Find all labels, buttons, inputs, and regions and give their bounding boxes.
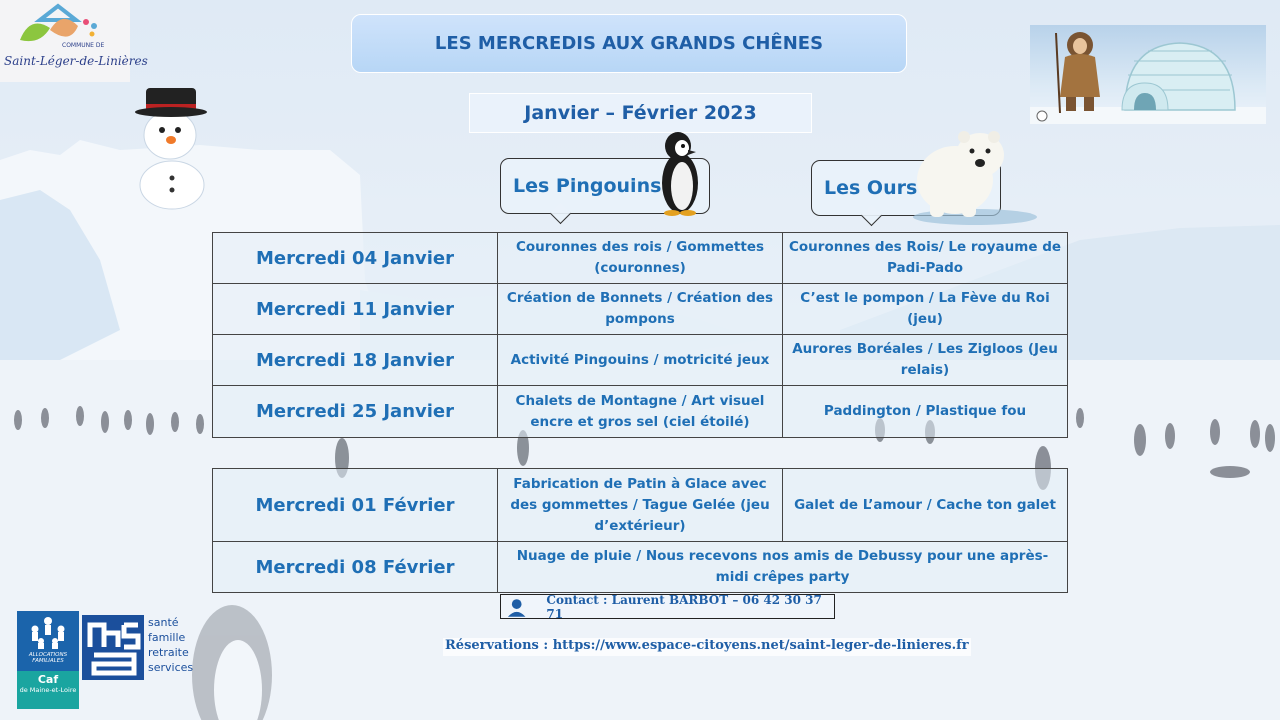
schedule-table-february	[212, 468, 1068, 593]
activity-ours-cell: Couronnes des Rois/ Le royaume de Padi-Pado	[783, 233, 1068, 284]
caf-tagline: ALLOCATIONS FAMILIALES	[28, 652, 68, 664]
msa-logo	[82, 615, 144, 680]
commune-logo	[0, 0, 148, 82]
igloo-image	[1030, 25, 1266, 124]
msa-logo-icon	[82, 615, 144, 680]
commune-small-label: COMMUNE DE	[62, 42, 105, 49]
table-row	[213, 469, 1068, 542]
day-cell: Mercredi 25 Janvier	[213, 386, 498, 438]
activity-pingouins-cell: Chalets de Montagne / Art visuel encre et gros sel (ciel étoilé)	[498, 386, 783, 438]
msa-word: services	[148, 661, 194, 674]
day-cell: Mercredi 18 Janvier	[213, 335, 498, 386]
day-cell: Mercredi 11 Janvier	[213, 284, 498, 335]
penguin-icon	[652, 128, 708, 216]
snowman-icon	[130, 80, 215, 210]
activity-ours-cell: Galet de L’amour / Cache ton galet	[783, 469, 1068, 542]
table-row	[213, 542, 1068, 593]
msa-word: famille	[148, 631, 186, 644]
contact-text: Contact : Laurent BARBOT – 06 42 30 37 71	[546, 592, 822, 621]
caf-name: Caf	[37, 673, 59, 686]
group-label-pingouins: Les Pingouins	[513, 175, 662, 197]
activity-ours-cell: Aurores Boréales / Les Zigloos (Jeu relais)	[783, 335, 1068, 386]
period-label: Janvier – Février 2023	[469, 93, 812, 133]
msa-word: santé	[148, 616, 179, 629]
activity-pingouins-cell: Création de Bonnets / Création des pompons	[498, 284, 783, 335]
table-row	[213, 284, 1068, 335]
activity-combined-cell: Nuage de pluie / Nous recevons nos amis de Debussy pour une après-midi crêpes party	[498, 542, 1068, 593]
activity-pingouins-cell: Couronnes des rois / Gommettes (couronnes)	[498, 233, 783, 284]
activity-ours-cell: Paddington / Plastique fou	[783, 386, 1068, 438]
table-row	[213, 386, 1068, 438]
reservations-link[interactable]: Réservations : https://www.espace-citoyens.net/saint-leger-de-linieres.fr	[443, 638, 971, 656]
polar-bear-icon	[900, 125, 1040, 225]
commune-name: Saint-Léger-de-Linières	[4, 54, 148, 68]
day-cell: Mercredi 04 Janvier	[213, 233, 498, 284]
table-row	[213, 335, 1068, 386]
caf-bottom	[17, 671, 79, 709]
table-row	[213, 233, 1068, 284]
activity-pingouins-cell: Fabrication de Patin à Glace avec des gommettes / Tague Gelée (jeu d’extérieur)	[498, 469, 783, 542]
day-cell: Mercredi 01 Février	[213, 469, 498, 542]
commune-logo-icon	[0, 0, 130, 60]
contact-box	[500, 594, 835, 619]
activity-ours-cell: C’est le pompon / La Fève du Roi (jeu)	[783, 284, 1068, 335]
day-cell: Mercredi 08 Février	[213, 542, 498, 593]
msa-word: retraite	[148, 646, 189, 659]
caf-region: de Maine-et-Loire	[19, 686, 77, 694]
msa-words	[148, 615, 218, 675]
schedule-table-january	[212, 232, 1068, 438]
group-label-ours: Les Ours	[824, 177, 918, 199]
caf-logo	[17, 611, 79, 709]
person-icon	[507, 597, 526, 617]
page-title: LES MERCREDIS AUX GRANDS CHÊNES	[351, 14, 907, 73]
activity-pingouins-cell: Activité Pingouins / motricité jeux	[498, 335, 783, 386]
